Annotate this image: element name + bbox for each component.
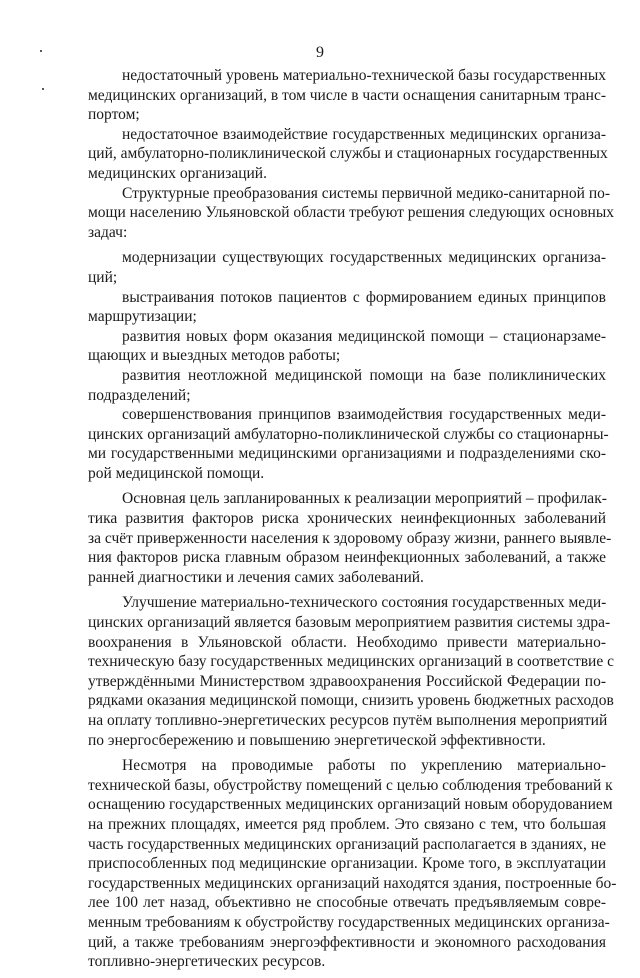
text-line: ми государственными медицинскими организациями и подразделениями ско- xyxy=(88,445,606,463)
text-line: мощи населению Ульяновской области требуют решения следующих основных xyxy=(88,204,615,222)
document-body xyxy=(88,66,617,978)
paragraph xyxy=(88,593,614,750)
text-line: топливно-энергетических ресурсов. xyxy=(88,953,326,971)
text-line: воохранения в Ульяновской области. Необходимо привести материально- xyxy=(88,633,606,651)
text-line: медицинских организаций, в том числе в части оснащения санитарным транс- xyxy=(88,86,606,104)
paragraph xyxy=(88,405,609,483)
paragraph xyxy=(88,327,606,366)
text-line: недостаточный уровень материально-технической базы государственных xyxy=(122,67,606,84)
text-line: развития новых форм оказания медицинской помощи – стационарзаме- xyxy=(122,327,606,345)
text-line: задач: xyxy=(88,223,128,241)
text-line: за счёт приверженности населения к здоровому образу жизни, раннего выявле- xyxy=(88,529,612,547)
text-line: цинских организаций амбулаторно-поликлинической службы со стационарны- xyxy=(88,425,609,443)
text-line: ций, амбулаторно-поликлинической службы и стационарных государственных xyxy=(88,145,608,163)
text-line: Основная цель запланированных к реализации мероприятий – профилак- xyxy=(122,490,607,508)
text-line: техническую базу государственных медицинских организаций в соответствие с xyxy=(88,653,614,671)
text-line: на прежних площадях, имеется ряд проблем. Это связано с тем, что большая xyxy=(88,815,606,833)
text-line: Несмотря на проводимые работы по укреплению материально- xyxy=(122,757,606,775)
text-line: Структурные преобразования системы первичной медико-санитарной по- xyxy=(122,184,611,202)
text-line: ций; xyxy=(88,268,118,286)
page-number: 9 xyxy=(316,44,324,61)
text-line: менным требованиям к обустройству государственных медицинских организа- xyxy=(88,913,610,931)
text-line: выстраивания потоков пациентов с формированием единых принципов xyxy=(122,288,606,306)
paragraph xyxy=(88,248,606,287)
text-line: цинских организаций является базовым мероприятием развития системы здра- xyxy=(88,614,611,632)
text-line: технической базы, обустройству помещений с целью соблюдения требований к xyxy=(88,776,613,794)
text-line: портом; xyxy=(88,106,140,124)
paragraph xyxy=(88,66,606,125)
text-line: совершенствования принципов взаимодействия государственных меди- xyxy=(122,406,606,424)
text-line: на оплату топливно-энергетических ресурсов путём выполнения мероприятий xyxy=(88,712,608,729)
paragraph xyxy=(88,756,617,972)
text-line: Улучшение материально-технического состояния государственных меди- xyxy=(122,594,607,612)
text-line: утверждёнными Министерством здравоохранения Российской Федерации по- xyxy=(88,672,606,690)
text-line: маршрутизации; xyxy=(88,308,197,326)
text-line: медицинских организаций. xyxy=(88,164,267,182)
paragraph xyxy=(88,489,612,587)
scan-mark xyxy=(42,88,44,90)
text-line: ций, а также требованиям энергоэффективности и экономного расходования xyxy=(88,933,606,951)
text-line: рой медицинской помощи. xyxy=(88,464,265,482)
paragraph xyxy=(88,288,606,327)
paragraph xyxy=(88,125,606,184)
text-line: часть государственных медицинских организаций располагается в зданиях, не xyxy=(88,835,606,853)
text-line: подразделений; xyxy=(88,386,191,404)
paragraph xyxy=(88,184,615,243)
text-line: модернизации существующих государственных медицинских организа- xyxy=(122,249,606,267)
text-line: по энергосбережению и повышению энергетической эффективности. xyxy=(88,731,546,749)
text-line: государственных медицинских организаций находятся здания, построенные бо- xyxy=(88,874,617,892)
text-line: рядками оказания медицинской помощи, снизить уровень бюджетных расходов xyxy=(88,692,614,710)
text-line: щающих и выездных методов работы; xyxy=(88,347,341,365)
text-line: оснащению государственных медицинских организаций новым оборудованием xyxy=(88,796,613,814)
text-line: приспособленных под медицинские организации. Кроме того, в эксплуатации xyxy=(88,855,606,873)
paragraph xyxy=(88,366,606,405)
text-line: развития неотложной медицинской помощи на базе поликлинических xyxy=(122,366,606,384)
text-line: ния факторов риска главным образом неинфекционных заболеваний, а также xyxy=(88,549,606,567)
text-line: недостаточное взаимодействие государственных медицинских организа- xyxy=(122,125,606,143)
text-line: ранней диагностики и лечения самих заболеваний. xyxy=(88,568,424,586)
text-line: лее 100 лет назад, объективно не способные отвечать предъявляемым совре- xyxy=(88,894,606,912)
text-line: тика развития факторов риска хронических неинфекционных заболеваний xyxy=(88,510,606,528)
